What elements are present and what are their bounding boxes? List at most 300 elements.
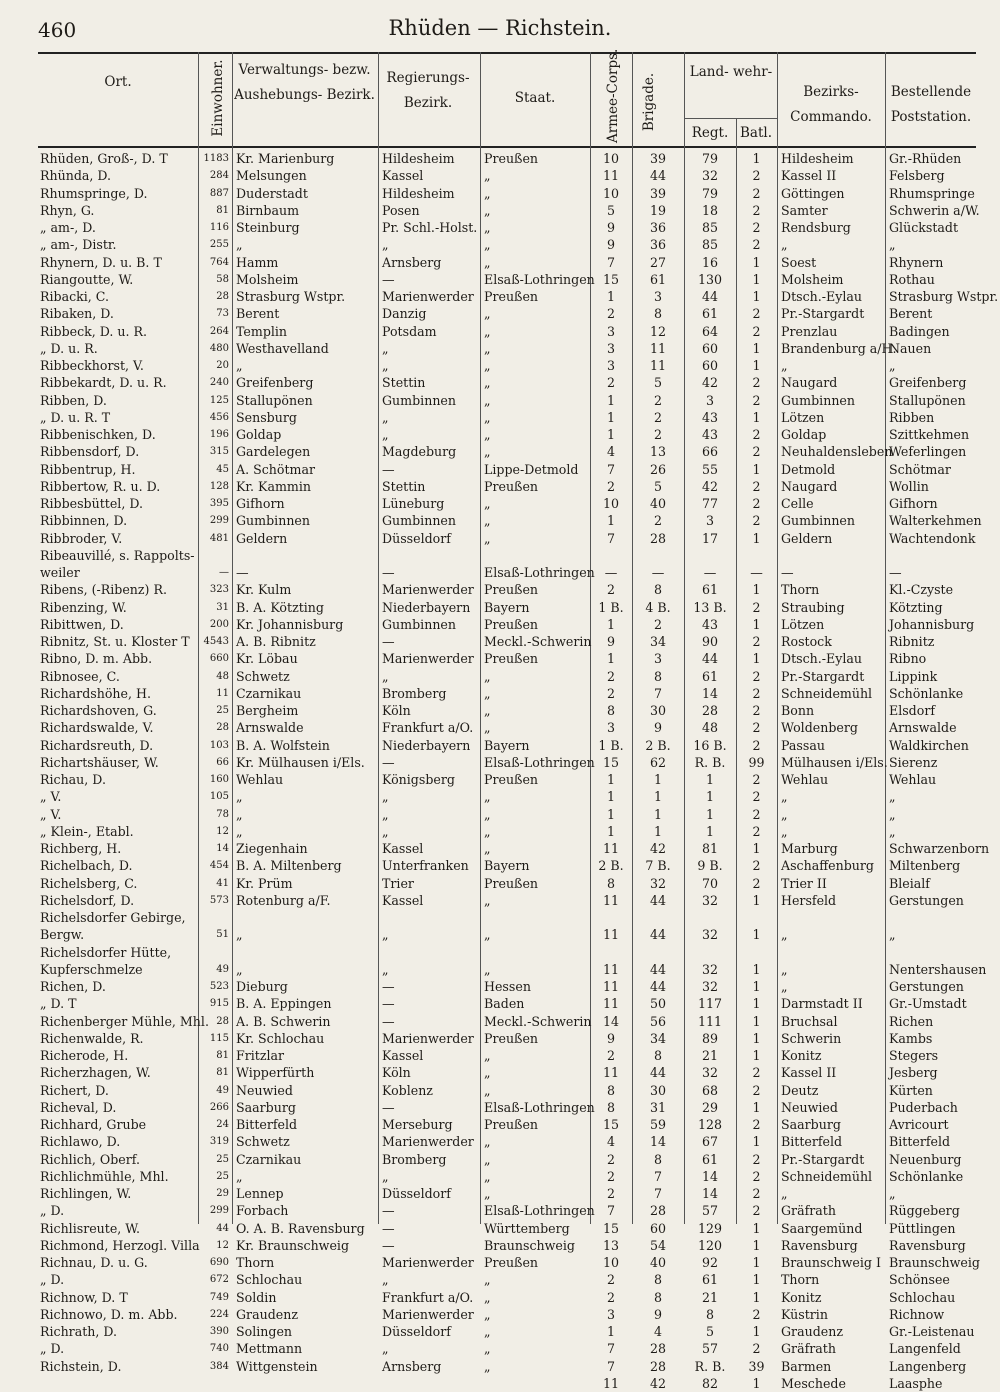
cell-regierung: Frankfurt a/O. [382,720,474,736]
cell-armee: 3 [606,720,615,736]
cell-brigade: 8 [653,1048,662,1064]
cell-brigade: 31 [649,1099,667,1115]
cell-ort: Ribnosee, C. [40,668,120,684]
cell-staat: Elsaß-Lothringen [484,754,595,770]
cell-ort: Rhumspringe, D. [40,185,148,201]
cell-staat: „ [484,789,491,805]
cell-armee: 3 [606,340,615,356]
cell-armee: 9 [606,634,615,650]
gazetteer-table [38,150,999,1392]
cell-batl: 1 [752,409,761,425]
header-rule [38,146,976,148]
cell-post: Lippink [889,668,938,684]
cell-bezirks: „ [781,1186,788,1202]
cell-regierung [378,909,480,926]
cell-bezirks: Thorn [781,1272,820,1288]
cell-regt: 21 [701,1289,719,1305]
cell-brigade: 44 [649,927,667,943]
table-row [38,271,976,288]
cell-ort: Ribbeck, D. u. R. [40,323,148,339]
cell-brigade: 62 [649,754,667,770]
cell-bezirks: Pr.-Stargardt [781,306,865,322]
cell-ort: Ribbertow, R. u. D. [40,478,161,494]
table-row [38,150,976,167]
cell-brigade: 7 [653,1168,662,1184]
cell-einwohner: 481 [209,532,229,544]
cell-ort: Ribacki, C. [40,289,109,305]
cell-regierung: — [382,754,395,770]
cell-batl: 1 [752,1324,761,1340]
cell-post: Ravensburg [889,1237,966,1253]
cell-verwaltung: Stallupönen [236,392,313,408]
cell-einwohner: 58 [216,273,229,285]
cell-bezirks: Barmen [781,1358,832,1374]
cell-armee: 11 [602,927,620,943]
cell-bezirks: Brandenburg a/H. [781,340,897,356]
cell-post: Kürten [889,1082,933,1098]
cell-verwaltung: Gumbinnen [236,513,310,529]
cell-staat: „ [484,220,491,236]
cell-einwohner: 887 [209,187,229,199]
cell-regierung: Gumbinnen [382,392,456,408]
cell-bezirks: Wehlau [781,772,829,788]
cell-einwohner: 480 [209,342,229,354]
cell-armee: 1 [606,427,615,443]
cell-brigade: 32 [649,875,667,891]
cell-staat [480,944,590,961]
table-row [38,616,976,633]
cell-armee: 15 [602,1220,620,1236]
cell-armee: 8 [606,703,615,719]
cell-bezirks: Straubing [781,599,845,615]
cell-verwaltung [232,1375,378,1392]
cell-einwohner: 299 [209,515,229,527]
cell-einwohner: 224 [209,1308,229,1320]
cell-brigade: 44 [649,961,667,977]
cell-regierung: Danzig [382,306,427,322]
cell-verwaltung: Templin [236,323,288,339]
cell-einwohner: 28 [216,291,229,303]
cell-regierung: „ [382,340,389,356]
cell-armee: 2 [606,582,615,598]
cell-verwaltung: Forbach [236,1203,289,1219]
cell-einwohner: 764 [209,256,229,268]
cell-bezirks: Woldenberg [781,720,858,736]
cell-armee: 2 [606,1272,615,1288]
cell-brigade: 2 [653,392,662,408]
cell-brigade: 2 B. [645,737,671,753]
cell-einwohner: 395 [209,498,229,510]
cell-staat: Elsaß-Lothringen [484,1099,595,1115]
cell-regt: 1 [705,772,714,788]
cell-regt: 60 [701,358,719,374]
cell-ort: Richardshoven, G. [40,703,157,719]
cell-regt: 1 [705,806,714,822]
cell-bezirks: Saarburg [781,1117,841,1133]
cell-armee: 8 [606,1082,615,1098]
cell-verwaltung: Ziegenhain [236,841,308,857]
cell-brigade: 26 [649,461,667,477]
cell-brigade: 9 [653,1306,662,1322]
cell-post: Elsdorf [889,703,936,719]
cell-ort: Richelsberg, C. [40,875,138,891]
cell-einwohner: 14 [216,843,229,855]
cell-ort: Kupferschmelze [40,961,143,977]
cell-bezirks: Pr.-Stargardt [781,1151,865,1167]
cell-post: Berent [889,306,933,322]
cell-ort: Rhynern, D. u. B. T [40,254,162,270]
table-row [38,219,976,236]
cell-staat: Preußen [484,289,539,305]
cell-einwohner: 573 [209,894,229,906]
cell-bezirks: „ [781,979,788,995]
cell-staat: „ [484,961,491,977]
cell-staat: Preußen [484,151,539,167]
cell-brigade: 3 [653,651,662,667]
cell-regierung: Düsseldorf [382,1186,451,1202]
cell-einwohner: 125 [209,394,229,406]
cell-armee: 2 [606,685,615,701]
cell-post: Gr.-Leistenau [889,1324,975,1340]
cell-regierung: Kassel [382,892,424,908]
table-row [38,374,976,391]
cell-armee: 11 [602,1065,620,1081]
cell-brigade: 34 [649,634,667,650]
cell-regierung [378,944,480,961]
cell-regt: 14 [701,685,719,701]
cell-regt: 129 [697,1220,723,1236]
cell-bezirks: Konitz [781,1048,822,1064]
cell-staat: Preußen [484,616,539,632]
cell-regt: 21 [701,1048,719,1064]
table-row [38,185,976,202]
cell-bezirks: Dtsch.-Eylau [781,289,862,305]
cell-einwohner: 319 [209,1136,229,1148]
cell-ort: Richlingen, W. [40,1186,132,1202]
cell-armee: 3 [606,1306,615,1322]
cell-regt: 43 [701,427,719,443]
cell-batl: 2 [752,427,761,443]
cell-regierung: „ [382,1272,389,1288]
cell-post: Gr.-Umstadt [889,996,967,1012]
table-row [38,530,976,547]
cell-regierung [378,547,480,564]
cell-regierung [378,1375,480,1392]
cell-staat: „ [484,185,491,201]
cell-einwohner: 20 [216,360,229,372]
table-row [38,719,976,736]
cell-armee: 11 [602,168,620,184]
cell-regierung: Marienwerder [382,289,474,305]
cell-armee: 2 [606,375,615,391]
cell-brigade: 8 [653,1272,662,1288]
cell-post: Rhumspringe [889,185,975,201]
cell-verwaltung: Mettmann [236,1341,303,1357]
cell-ort: Bergw. [40,927,85,943]
cell-post: Nentershausen [889,961,987,977]
cell-ort: Ribens, (-Ribenz) R. [40,582,167,598]
cell-regt [684,547,736,564]
cell-batl: 2 [752,444,761,460]
cell-brigade: 8 [653,668,662,684]
cell-regierung: Marienwerder [382,582,474,598]
cell-staat: Bayern [484,737,530,753]
cell-armee: 1 [606,1324,615,1340]
table-row [38,875,976,892]
cell-bezirks: Deutz [781,1082,819,1098]
cell-regt: 111 [697,1013,723,1029]
cell-batl: 2 [752,220,761,236]
cell-armee: 15 [602,1117,620,1133]
cell-einwohner: 31 [216,601,229,613]
cell-ort: Richardswalde, V. [40,720,154,736]
cell-armee: 1 [606,289,615,305]
cell-batl: 1 [752,1272,761,1288]
cell-ort: „ am-, D. [40,220,96,236]
cell-ort: Richen, D. [40,979,106,995]
cell-regierung: „ [382,1341,389,1357]
cell-regt: 42 [701,375,719,391]
table-row [38,806,976,823]
cell-einwohner: 24 [216,1119,229,1131]
table-row [38,668,976,685]
cell-verwaltung: Kr. Johannisburg [236,616,344,632]
cell-post: Wachtendonk [889,530,976,546]
cell-staat: „ [484,1306,491,1322]
cell-armee: 1 [606,392,615,408]
cell-batl: 2 [752,168,761,184]
cell-einwohner: 115 [209,1032,229,1044]
cell-armee: 1 [606,789,615,805]
cell-post: Wehlau [889,772,937,788]
table-row [38,254,976,271]
cell-brigade: 40 [649,496,667,512]
cell-brigade: 54 [649,1237,667,1253]
cell-batl: 2 [752,1117,761,1133]
table-row [38,495,976,512]
table-row [38,650,976,667]
cell-brigade: 9 [653,720,662,736]
cell-batl: 1 [752,358,761,374]
cell-bezirks: „ [781,237,788,253]
cell-post: Johannisburg [889,616,975,632]
table-row [38,236,976,253]
cell-staat: Preußen [484,651,539,667]
cell-staat: „ [484,1341,491,1357]
cell-bezirks: Soest [781,254,817,270]
cell-verwaltung: A. B. Schwerin [236,1013,331,1029]
cell-verwaltung: Wehlau [236,772,284,788]
cell-regierung: Königsberg [382,772,455,788]
cell-regt: 32 [701,979,719,995]
cell-armee [590,944,632,961]
cell-regt: 57 [701,1203,719,1219]
cell-ort: Richenberger Mühle, Mhl. [40,1013,209,1029]
cell-einwohner: 44 [216,1222,229,1234]
cell-batl: 2 [752,703,761,719]
header-brigade: Brigade. [641,72,657,132]
cell-regt [684,944,736,961]
cell-einwohner: 740 [209,1343,229,1355]
cell-armee: 1 [606,823,615,839]
cell-brigade: 3 [653,289,662,305]
cell-post: Ribnitz [889,634,935,650]
cell-regt: 9 B. [697,858,723,874]
cell-ort: Ribnitz, St. u. Kloster T [40,634,190,650]
cell-verwaltung: Czarnikau [236,685,302,701]
cell-regierung: Magdeburg [382,444,457,460]
cell-post: Langenfeld [889,1341,961,1357]
cell-verwaltung: Rotenburg a/F. [236,892,331,908]
table-row [38,1271,976,1288]
cell-ort: Rhüden, Groß-, D. T [40,151,168,167]
cell-verwaltung: „ [236,1168,243,1184]
header-verwaltung: Verwaltungs- bezw. Aushebungs- Bezirk. [234,62,375,103]
cell-bezirks: Trier II [781,875,827,891]
cell-post: Greifenberg [889,375,967,391]
cell-regierung: Trier [382,875,414,891]
cell-brigade: 4 [653,1324,662,1340]
cell-armee: — [604,565,618,581]
cell-staat: „ [484,703,491,719]
cell-ort: Rhünda, D. [40,168,112,184]
cell-regt: 61 [701,1151,719,1167]
cell-batl: 1 [752,1255,761,1271]
cell-brigade [632,909,684,926]
cell-verwaltung: Kr. Mülhausen i/Els. [236,754,365,770]
cell-einwohner: 315 [209,446,229,458]
cell-einwohner: 660 [209,653,229,665]
cell-armee: 2 [606,668,615,684]
cell-post: Ribben [889,409,935,425]
cell-brigade: 27 [649,254,667,270]
cell-armee: 2 [606,1048,615,1064]
cell-armee: 2 [606,1151,615,1167]
cell-batl: 2 [752,1065,761,1081]
cell-post: Ribno [889,651,927,667]
cell-regierung: — [382,1013,395,1029]
cell-einwohner: 41 [216,877,229,889]
cell-einwohner: 49 [216,1084,229,1096]
cell-brigade: 61 [649,271,667,287]
cell-post [885,547,976,564]
cell-regierung: „ [382,409,389,425]
cell-regierung: Stettin [382,375,426,391]
cell-brigade: 34 [649,1030,667,1046]
cell-einwohner: 81 [216,204,229,216]
cell-post: Bleialf [889,875,930,891]
cell-staat [480,547,590,564]
cell-einwohner: 29 [216,1188,229,1200]
cell-post: Laasphe [889,1375,943,1391]
cell-regierung: Bromberg [382,685,447,701]
cell-batl: 1 [752,1289,761,1305]
cell-regt: 5 [705,1324,714,1340]
table-row [38,461,976,478]
cell-verwaltung: Solingen [236,1324,293,1340]
cell-regt: 42 [701,478,719,494]
cell-regierung: Frankfurt a/O. [382,1289,474,1305]
cell-einwohner: 264 [209,325,229,337]
cell-staat: „ [484,1186,491,1202]
cell-einwohner: 384 [209,1360,229,1372]
cell-post: Richnow [889,1306,945,1322]
cell-ort: Ribittwen, D. [40,616,124,632]
cell-armee: 11 [602,961,620,977]
cell-regt: 60 [701,340,719,356]
table-row [38,288,976,305]
cell-regt: 48 [701,720,719,736]
cell-batl: 2 [752,496,761,512]
cell-post: Badingen [889,323,950,339]
cell-staat: Preußen [484,582,539,598]
cell-armee: 2 [606,1168,615,1184]
cell-post: Puderbach [889,1099,958,1115]
cell-verwaltung: „ [236,961,243,977]
cell-armee: 2 [606,1186,615,1202]
cell-batl: 2 [752,668,761,684]
cell-staat: „ [484,823,491,839]
cell-batl: 1 [752,1220,761,1236]
cell-post: — [889,565,902,581]
table-row [38,512,976,529]
cell-regierung: Düsseldorf [382,1324,451,1340]
cell-brigade: 8 [653,306,662,322]
cell-regt: 43 [701,409,719,425]
table-row [38,478,976,495]
cell-einwohner: 12 [216,825,229,837]
cell-regt: 66 [701,444,719,460]
cell-regierung: Merseburg [382,1117,453,1133]
cell-regt: 1 [705,789,714,805]
cell-verwaltung: Arnswalde [236,720,304,736]
cell-verwaltung: Kr. Marienburg [236,151,335,167]
cell-post: Nauen [889,340,932,356]
cell-brigade: 8 [653,1289,662,1305]
cell-post: Neuenburg [889,1151,962,1167]
table-row [38,1013,976,1030]
cell-staat: „ [484,530,491,546]
cell-einwohner: 28 [216,1015,229,1027]
cell-regt: 117 [697,996,723,1012]
cell-verwaltung: Czarnikau [236,1151,302,1167]
cell-batl: 2 [752,806,761,822]
cell-batl: 1 [752,841,761,857]
cell-verwaltung: A. B. Ribnitz [236,634,316,650]
table-row [38,1064,976,1081]
cell-regt: 14 [701,1168,719,1184]
cell-brigade: 36 [649,237,667,253]
cell-ort: Ribbesbüttel, D. [40,496,143,512]
cell-armee: 1 B. [598,599,624,615]
cell-bezirks: Mülhausen i/Els. [781,754,888,770]
cell-regierung: Kassel [382,168,424,184]
cell-batl: 1 [752,1030,761,1046]
cell-staat [480,909,590,926]
cell-regt: 44 [701,289,719,305]
cell-regt: R. B. [694,1358,726,1374]
cell-batl: 1 [752,271,761,287]
cell-ort [38,1375,198,1392]
cell-armee: 1 [606,651,615,667]
cell-brigade: 59 [649,1117,667,1133]
table-row [38,547,976,564]
table-row [38,305,976,322]
cell-brigade: 14 [649,1134,667,1150]
cell-batl: 2 [752,737,761,753]
cell-regt: 68 [701,1082,719,1098]
cell-bezirks: Celle [781,496,814,512]
